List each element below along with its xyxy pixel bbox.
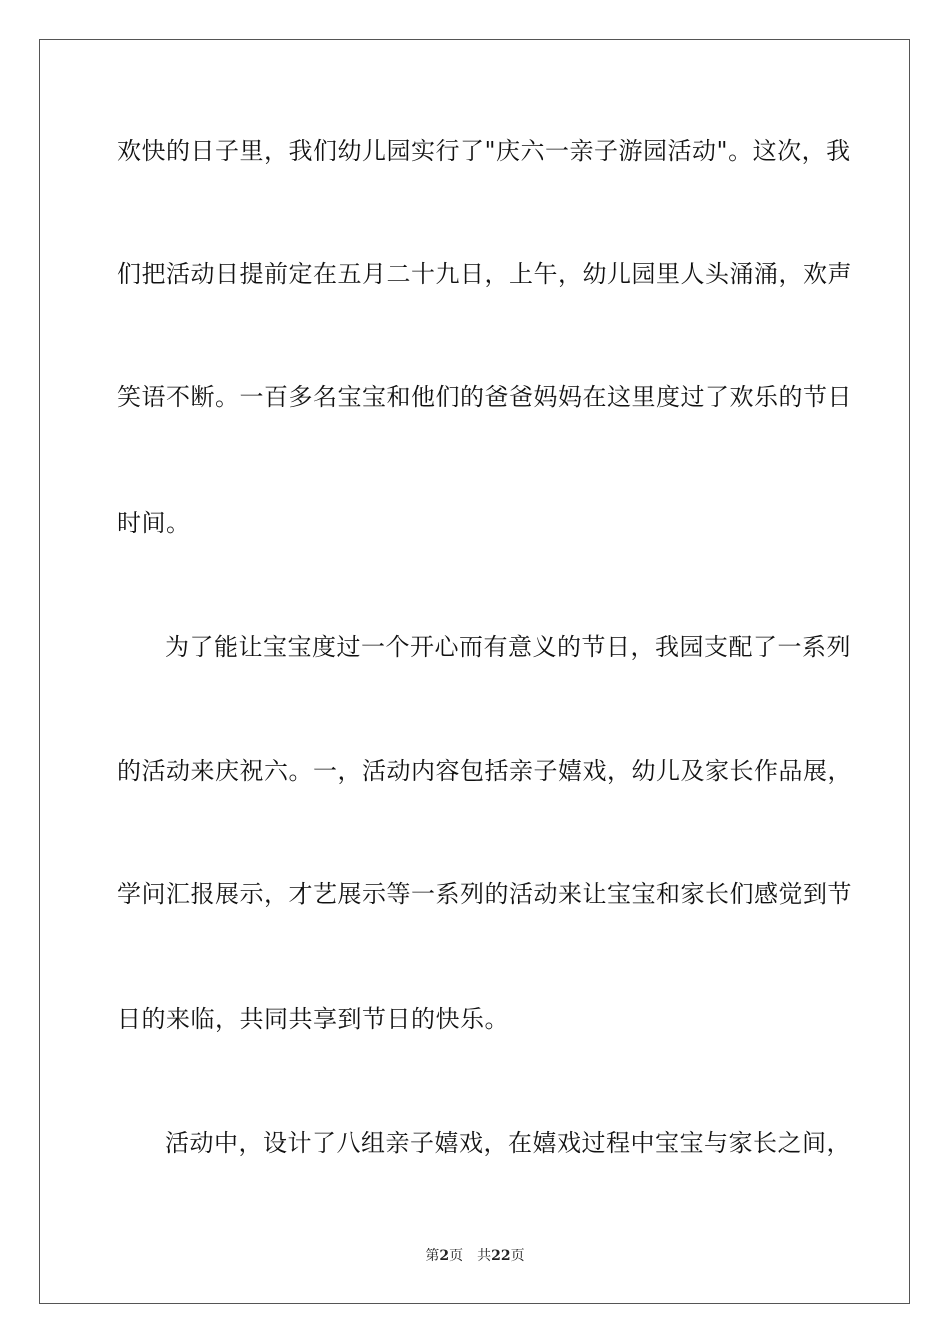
body-line-1: 欢快的日子里，我们幼儿园实行了"庆六一亲子游园活动"。这次，我 [117, 137, 851, 165]
body-line-3: 笑语不断。一百多名宝宝和他们的爸爸妈妈在这里度过了欢乐的节日 [117, 383, 852, 411]
page-border [39, 39, 910, 1304]
body-line-5: 为了能让宝宝度过一个开心而有意义的节日，我园支配了一系列 [165, 633, 851, 661]
page-number: 2 [439, 1248, 450, 1264]
total-prefix: 共 [477, 1248, 492, 1264]
body-line-8: 日的来临，共同共享到节日的快乐。 [117, 1005, 509, 1033]
body-line-4: 时间。 [117, 509, 191, 537]
body-line-7: 学问汇报展示，才艺展示等一系列的活动来让宝宝和家长们感觉到节 [117, 880, 852, 908]
page-footer [0, 1247, 950, 1265]
body-line-6: 的活动来庆祝六。一，活动内容包括亲子嬉戏，幼儿及家长作品展， [117, 757, 852, 785]
total-suffix: 页 [510, 1248, 525, 1264]
body-line-2: 们把活动日提前定在五月二十九日，上午，幼儿园里人头涌涌，欢声 [117, 260, 852, 288]
page-suffix: 页 [449, 1248, 464, 1264]
page-prefix: 第 [425, 1248, 440, 1264]
body-line-9: 活动中，设计了八组亲子嬉戏，在嬉戏过程中宝宝与家长之间， [165, 1129, 851, 1157]
total-number: 22 [491, 1248, 511, 1264]
